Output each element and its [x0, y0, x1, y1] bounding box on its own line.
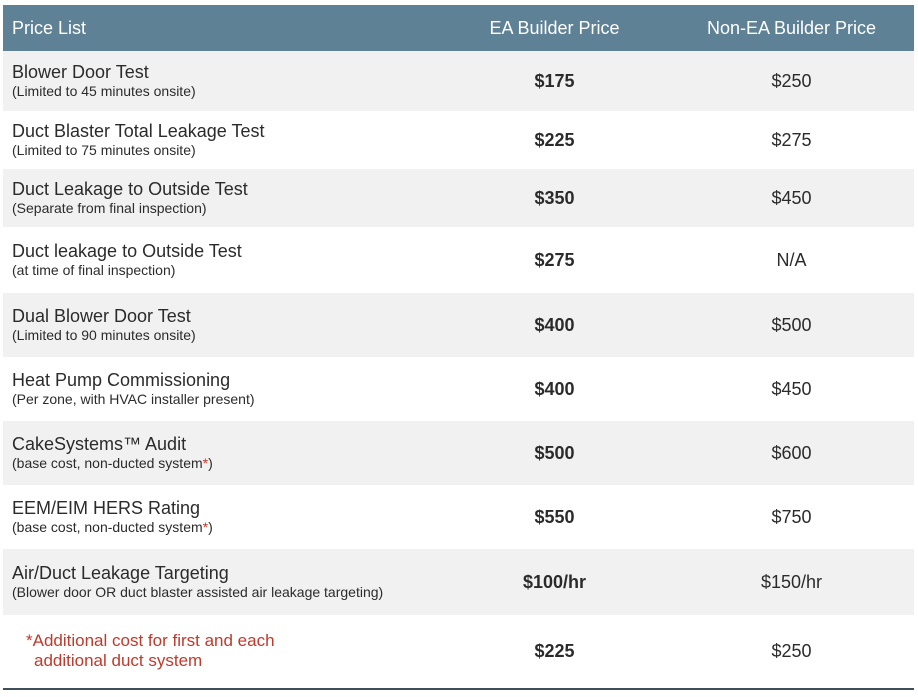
non-ea-price: N/A [776, 249, 807, 270]
service-name: CakeSystems™ Audit [12, 434, 187, 454]
service-note: (Limited to 75 minutes onsite) [12, 142, 196, 158]
service-name: Heat Pump Commissioning [12, 370, 231, 390]
service-name: Duct Leakage to Outside Test [12, 179, 248, 199]
service-note: (Blower door OR duct blaster assisted air leakage targeting) [12, 584, 384, 600]
header-non-ea-builder-price: Non-EA Builder Price [706, 17, 877, 38]
service-note: (Per zone, with HVAC installer present) [12, 391, 255, 407]
ea-price: $225 [534, 640, 575, 661]
non-ea-price: $450 [771, 378, 812, 399]
non-ea-price: $250 [771, 70, 812, 91]
header-price-list: Price List [12, 17, 87, 38]
asterisk-mark: * [202, 455, 209, 471]
table-row [3, 227, 914, 293]
service-name: Dual Blower Door Test [12, 306, 191, 326]
service-note: (at time of final inspection) [12, 262, 176, 278]
ea-price: $400 [534, 378, 575, 399]
non-ea-price: $500 [771, 314, 812, 335]
non-ea-price: $600 [771, 442, 812, 463]
footnote-line-1: *Additional cost for first and each [26, 631, 275, 650]
service-note: (base cost, non-ducted system*) [12, 455, 213, 471]
service-note: (Separate from final inspection) [12, 200, 207, 216]
non-ea-price: $275 [771, 129, 812, 150]
service-name: Air/Duct Leakage Targeting [12, 563, 229, 583]
ea-price: $400 [534, 314, 575, 335]
ea-price: $225 [534, 129, 575, 150]
service-name: Duct leakage to Outside Test [12, 241, 242, 261]
service-note: (base cost, non-ducted system*) [12, 519, 213, 535]
table-row [3, 51, 914, 111]
footnote-row [3, 615, 914, 687]
ea-price: $100/hr [522, 571, 587, 592]
non-ea-price: $750 [771, 506, 812, 527]
table-row [3, 357, 914, 421]
table-row [3, 111, 914, 169]
table-header [3, 5, 914, 51]
footnote-line-2: additional duct system [34, 651, 203, 670]
ea-price: $350 [534, 187, 575, 208]
service-name: Blower Door Test [12, 62, 149, 82]
non-ea-price: $150/hr [760, 571, 823, 592]
table-bottom-border [3, 688, 914, 690]
table-row [3, 421, 914, 485]
ea-price: $175 [534, 70, 575, 91]
table-row [3, 485, 914, 549]
non-ea-price: $450 [771, 187, 812, 208]
service-name: Duct Blaster Total Leakage Test [12, 121, 265, 141]
table-row [3, 169, 914, 227]
ea-price: $550 [534, 506, 575, 527]
ea-price: $500 [534, 442, 575, 463]
non-ea-price: $250 [771, 640, 812, 661]
service-note: (Limited to 90 minutes onsite) [12, 327, 196, 343]
header-ea-builder-price: EA Builder Price [489, 17, 620, 38]
price-table [3, 5, 914, 687]
asterisk-mark: * [202, 519, 209, 535]
service-note: (Limited to 45 minutes onsite) [12, 83, 196, 99]
table-row [3, 293, 914, 357]
service-name: EEM/EIM HERS Rating [12, 498, 201, 518]
table-row [3, 549, 914, 615]
ea-price: $275 [534, 249, 575, 270]
